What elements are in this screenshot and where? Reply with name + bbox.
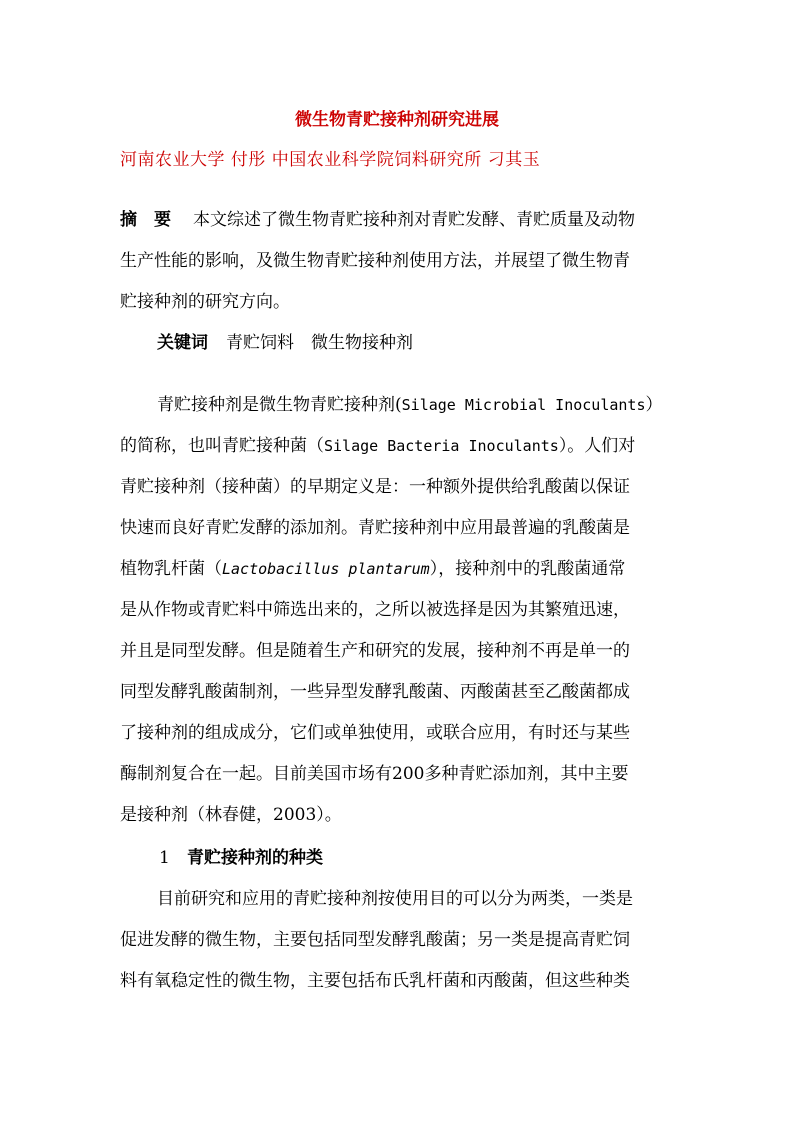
body-line-5: [120, 557, 625, 581]
body-line-4: 快速而良好青贮发酵的添加剂。青贮接种剂中应用最普遍的乳酸菌是: [120, 518, 630, 538]
english-term: Silage Bacteria Inoculants: [324, 437, 559, 455]
body-line-8: 同型发酵乳酸菌制剂，一些异型发酵乳酸菌、丙酸菌甚至乙酸菌都成: [120, 682, 630, 702]
body-line-12: 目前研究和应用的青贮接种剂按使用目的可以分为两类，一类是: [157, 889, 633, 909]
keywords-line: [157, 331, 413, 355]
keywords-label: 关键词: [157, 333, 208, 353]
section-heading-1: [159, 846, 323, 870]
body-text: ）: [645, 395, 663, 415]
body-line-3: 青贮接种剂（接种菌）的早期定义是：一种额外提供给乳酸菌以保证: [120, 477, 630, 497]
authors-line: 河南农业大学 付彤 中国农业科学院饲料研究所 刁其玉: [120, 150, 541, 170]
body-text: 青贮接种剂是微生物青贮接种剂(: [157, 395, 402, 415]
abstract-line-1: [120, 208, 635, 232]
body-line-14: 料有氧稳定性的微生物，主要包括布氏乳杆菌和丙酸菌，但这些种类: [120, 971, 630, 991]
body-text: ）。人们对: [558, 436, 636, 456]
section-title: 青贮接种剂的种类: [187, 848, 323, 868]
abstract-line-3: 贮接种剂的研究方向。: [120, 292, 290, 312]
body-line-11: 是接种剂（林春健，2003）。: [120, 805, 342, 825]
body-text: ），接种剂中的乳酸菌通常: [429, 559, 626, 579]
abstract-line-2: 生产性能的影响，及微生物青贮接种剂使用方法，并展望了微生物青: [120, 251, 630, 271]
species-name: Lactobacillus plantarum: [222, 560, 430, 578]
body-text: 植物乳杆菌（: [120, 559, 222, 579]
body-line-9: 了接种剂的组成成分，它们或单独使用，或联合应用，有时还与某些: [120, 723, 630, 743]
english-term: Silage Microbial Inoculants: [401, 396, 646, 414]
document-title: 微生物青贮接种剂研究进展: [295, 110, 499, 130]
body-line-10: 酶制剂复合在一起。目前美国市场有200多种青贮添加剂，其中主要: [120, 764, 629, 784]
abstract-label: 摘 要: [120, 210, 171, 230]
body-line-2: [120, 434, 635, 458]
section-number: 1: [159, 848, 170, 868]
keywords-items: 青贮饲料 微生物接种剂: [226, 333, 413, 353]
body-line-13: 促进发酵的微生物，主要包括同型发酵乳酸菌；另一类是提高青贮饲: [120, 930, 630, 950]
body-line-7: 并且是同型发酵。但是随着生产和研究的发展，接种剂不再是单一的: [120, 641, 630, 661]
body-text: 的简称，也叫青贮接种菌（: [120, 436, 324, 456]
body-line-6: 是从作物或青贮料中筛选出来的，之所以被选择是因为其繁殖迅速，: [120, 600, 630, 620]
body-line-1: [157, 393, 662, 417]
abstract-text-1: 本文综述了微生物青贮接种剂对青贮发酵、青贮质量及动物: [193, 210, 635, 230]
